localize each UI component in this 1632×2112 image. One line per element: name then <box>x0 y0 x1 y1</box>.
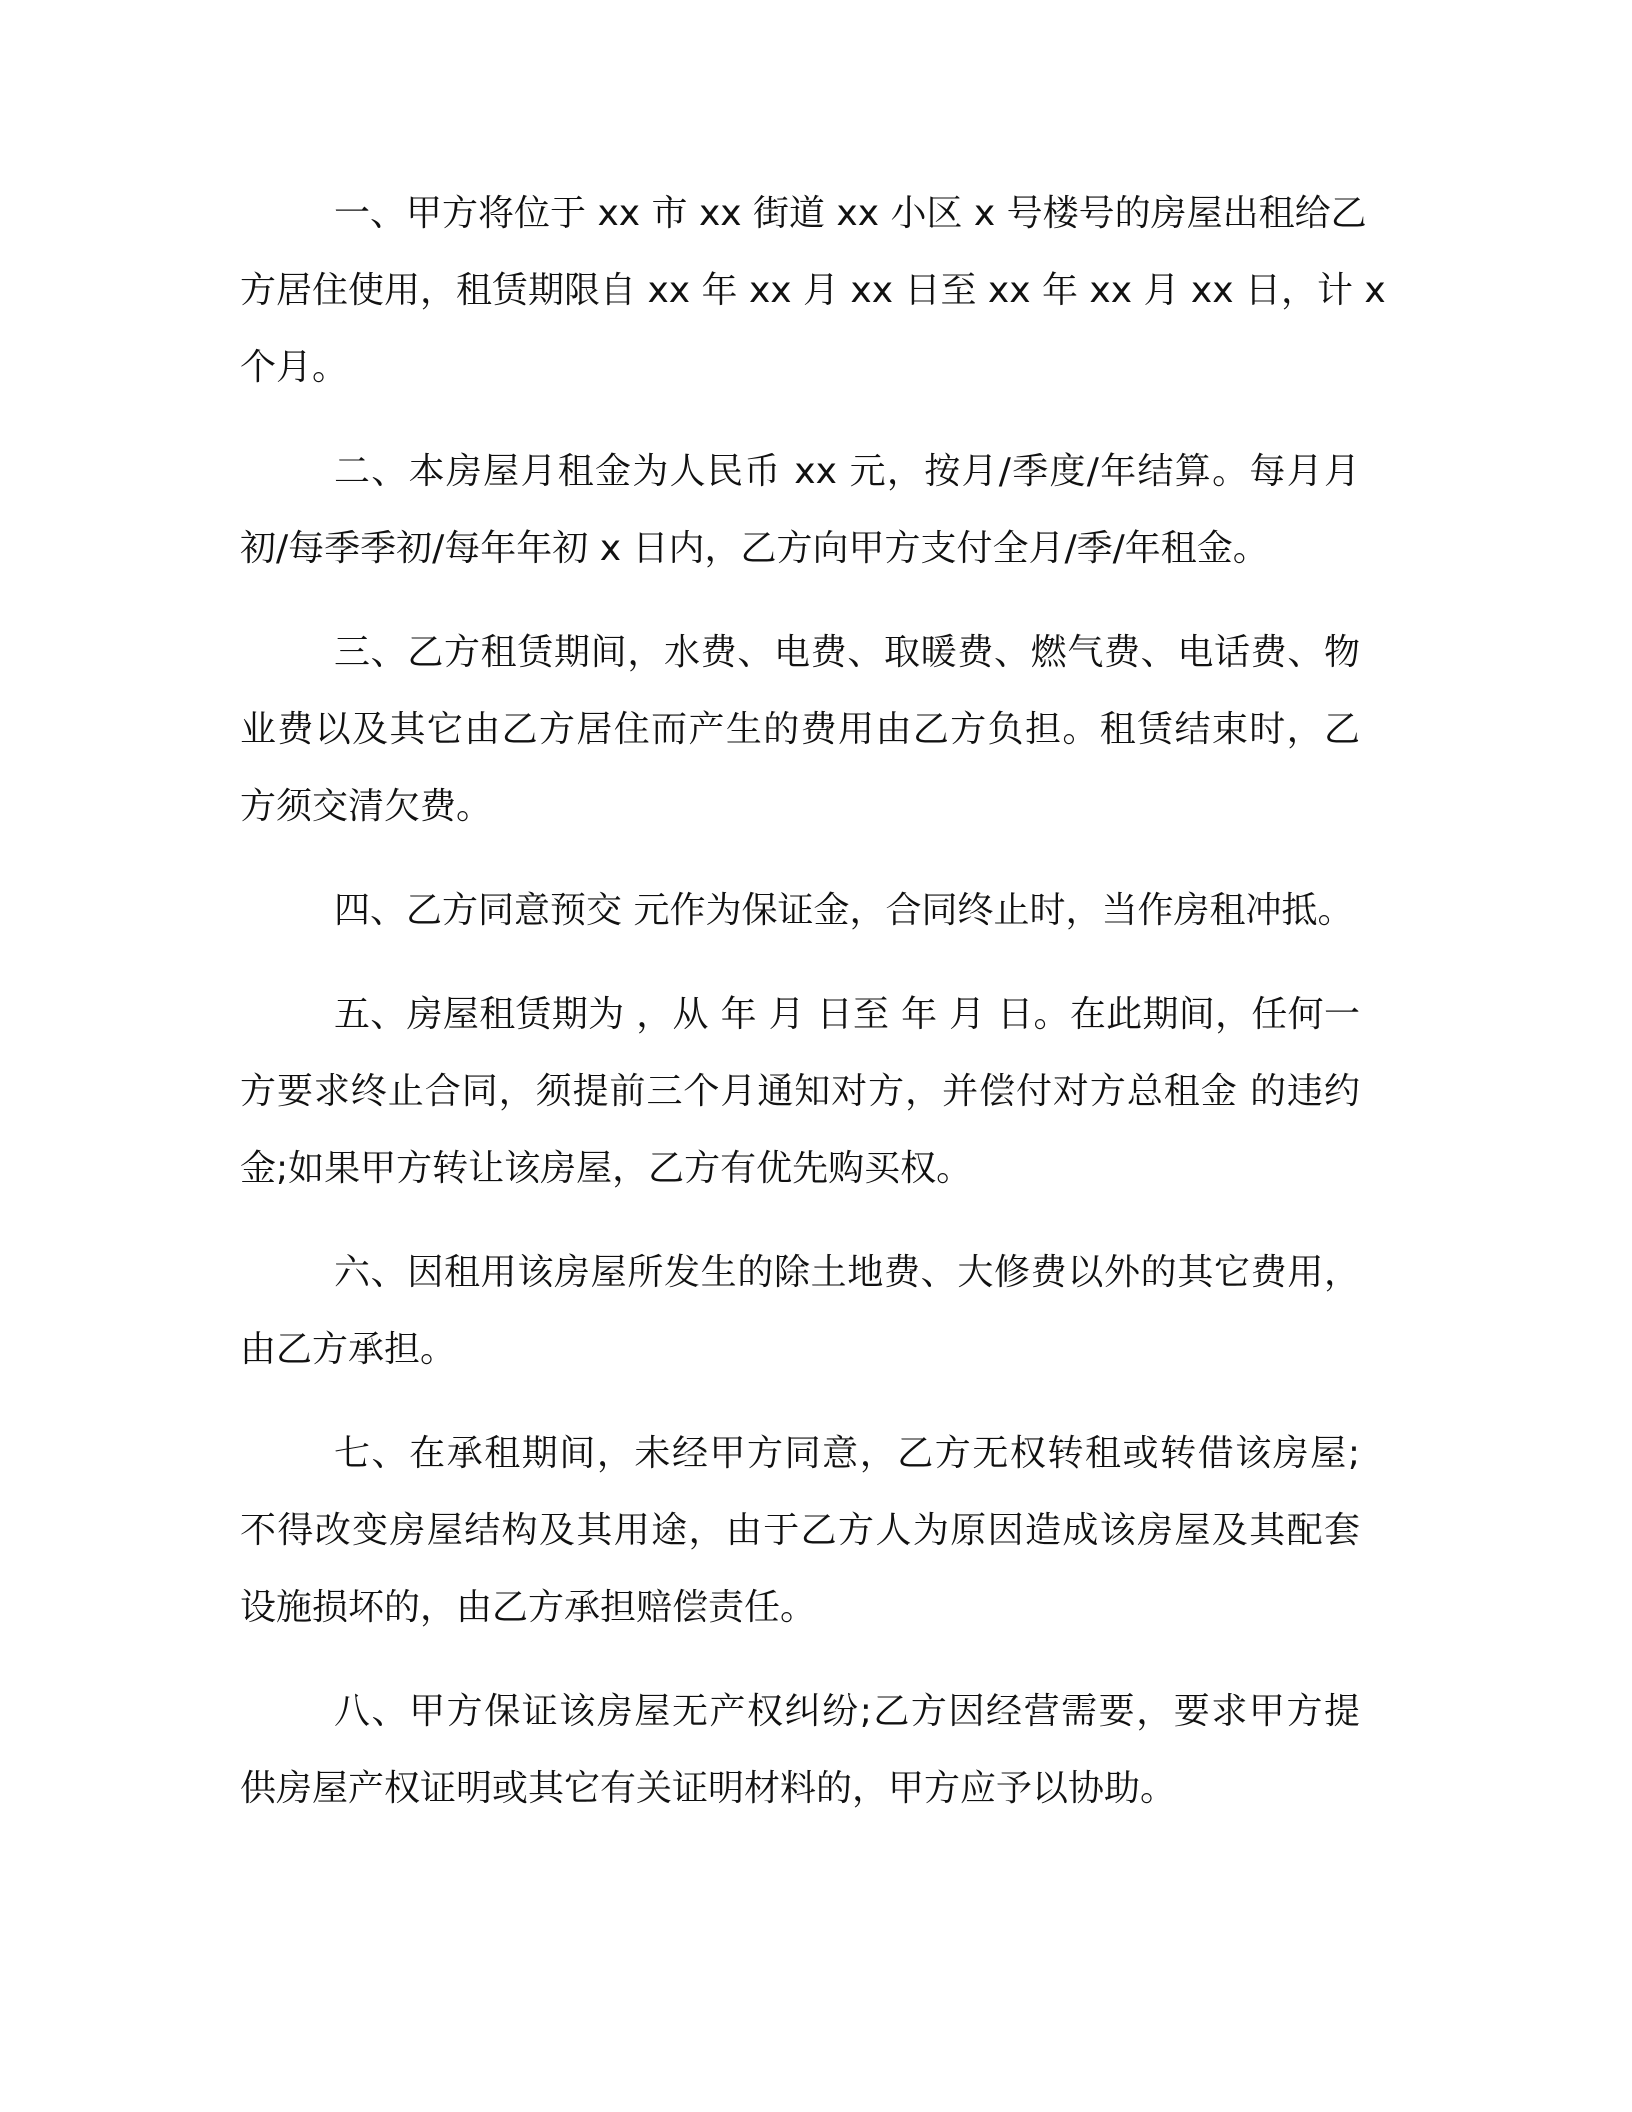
clause-line: 方居住使用，租赁期限自 xx 年 xx 月 xx 日至 xx 年 xx 月 xx 日，计 x <box>240 270 1386 311</box>
clause-line: 由乙方承担。 <box>240 1329 457 1370</box>
clause-line: 方须交清欠费。 <box>240 786 493 827</box>
clause-line: 个月。 <box>240 347 349 388</box>
clause-line: 供房屋产权证明或其它有关证明材料的，甲方应予以协助。 <box>240 1768 1177 1809</box>
clause-line: 方要求终止合同，须提前三个月通知对方，并偿付对方总租金 的违约 <box>240 1071 1360 1112</box>
clause-line: 不得改变房屋结构及其用途，由于乙方人为原因造成该房屋及其配套 <box>240 1510 1360 1551</box>
clause-line: 五、房屋租赁期为 ，从 年 月 日至 年 月 日。在此期间，任何一 <box>334 994 1360 1035</box>
contract-page <box>240 175 1386 1854</box>
clause-paragraph <box>240 614 1360 845</box>
clause-line: 业费以及其它由乙方居住而产生的费用由乙方负担。租赁结束时，乙 <box>240 709 1360 750</box>
clause-line: 二、本房屋月租金为人民币 xx 元，按月/季度/年结算。每月月 <box>334 451 1360 492</box>
clause-line: 八、甲方保证该房屋无产权纠纷;乙方因经营需要，要求甲方提 <box>334 1691 1360 1732</box>
clause-paragraph <box>240 1673 1360 1827</box>
clause-line: 七、在承租期间，未经甲方同意，乙方无权转租或转借该房屋; <box>334 1433 1360 1474</box>
clause-line: 金;如果甲方转让该房屋，乙方有优先购买权。 <box>240 1148 973 1189</box>
clause-line: 四、乙方同意预交 元作为保证金，合同终止时，当作房租冲抵。 <box>334 890 1354 931</box>
clause-paragraph <box>240 175 1386 406</box>
clause-paragraph <box>240 976 1360 1207</box>
clause-paragraph <box>240 433 1360 587</box>
clause-line: 设施损坏的，由乙方承担赔偿责任。 <box>240 1587 817 1628</box>
clause-paragraph <box>240 872 1360 949</box>
clause-line: 一、甲方将位于 xx 市 xx 街道 xx 小区 x 号楼号的房屋出租给乙 <box>334 193 1367 234</box>
clause-line: 六、因租用该房屋所发生的除土地费、大修费以外的其它费用， <box>334 1252 1360 1293</box>
clause-paragraph <box>240 1415 1360 1646</box>
clause-line: 三、乙方租赁期间，水费、电费、取暖费、燃气费、电话费、物 <box>334 632 1360 673</box>
clause-line: 初/每季季初/每年年初 x 日内，乙方向甲方支付全月/季/年租金。 <box>240 528 1269 569</box>
clause-paragraph <box>240 1234 1360 1388</box>
